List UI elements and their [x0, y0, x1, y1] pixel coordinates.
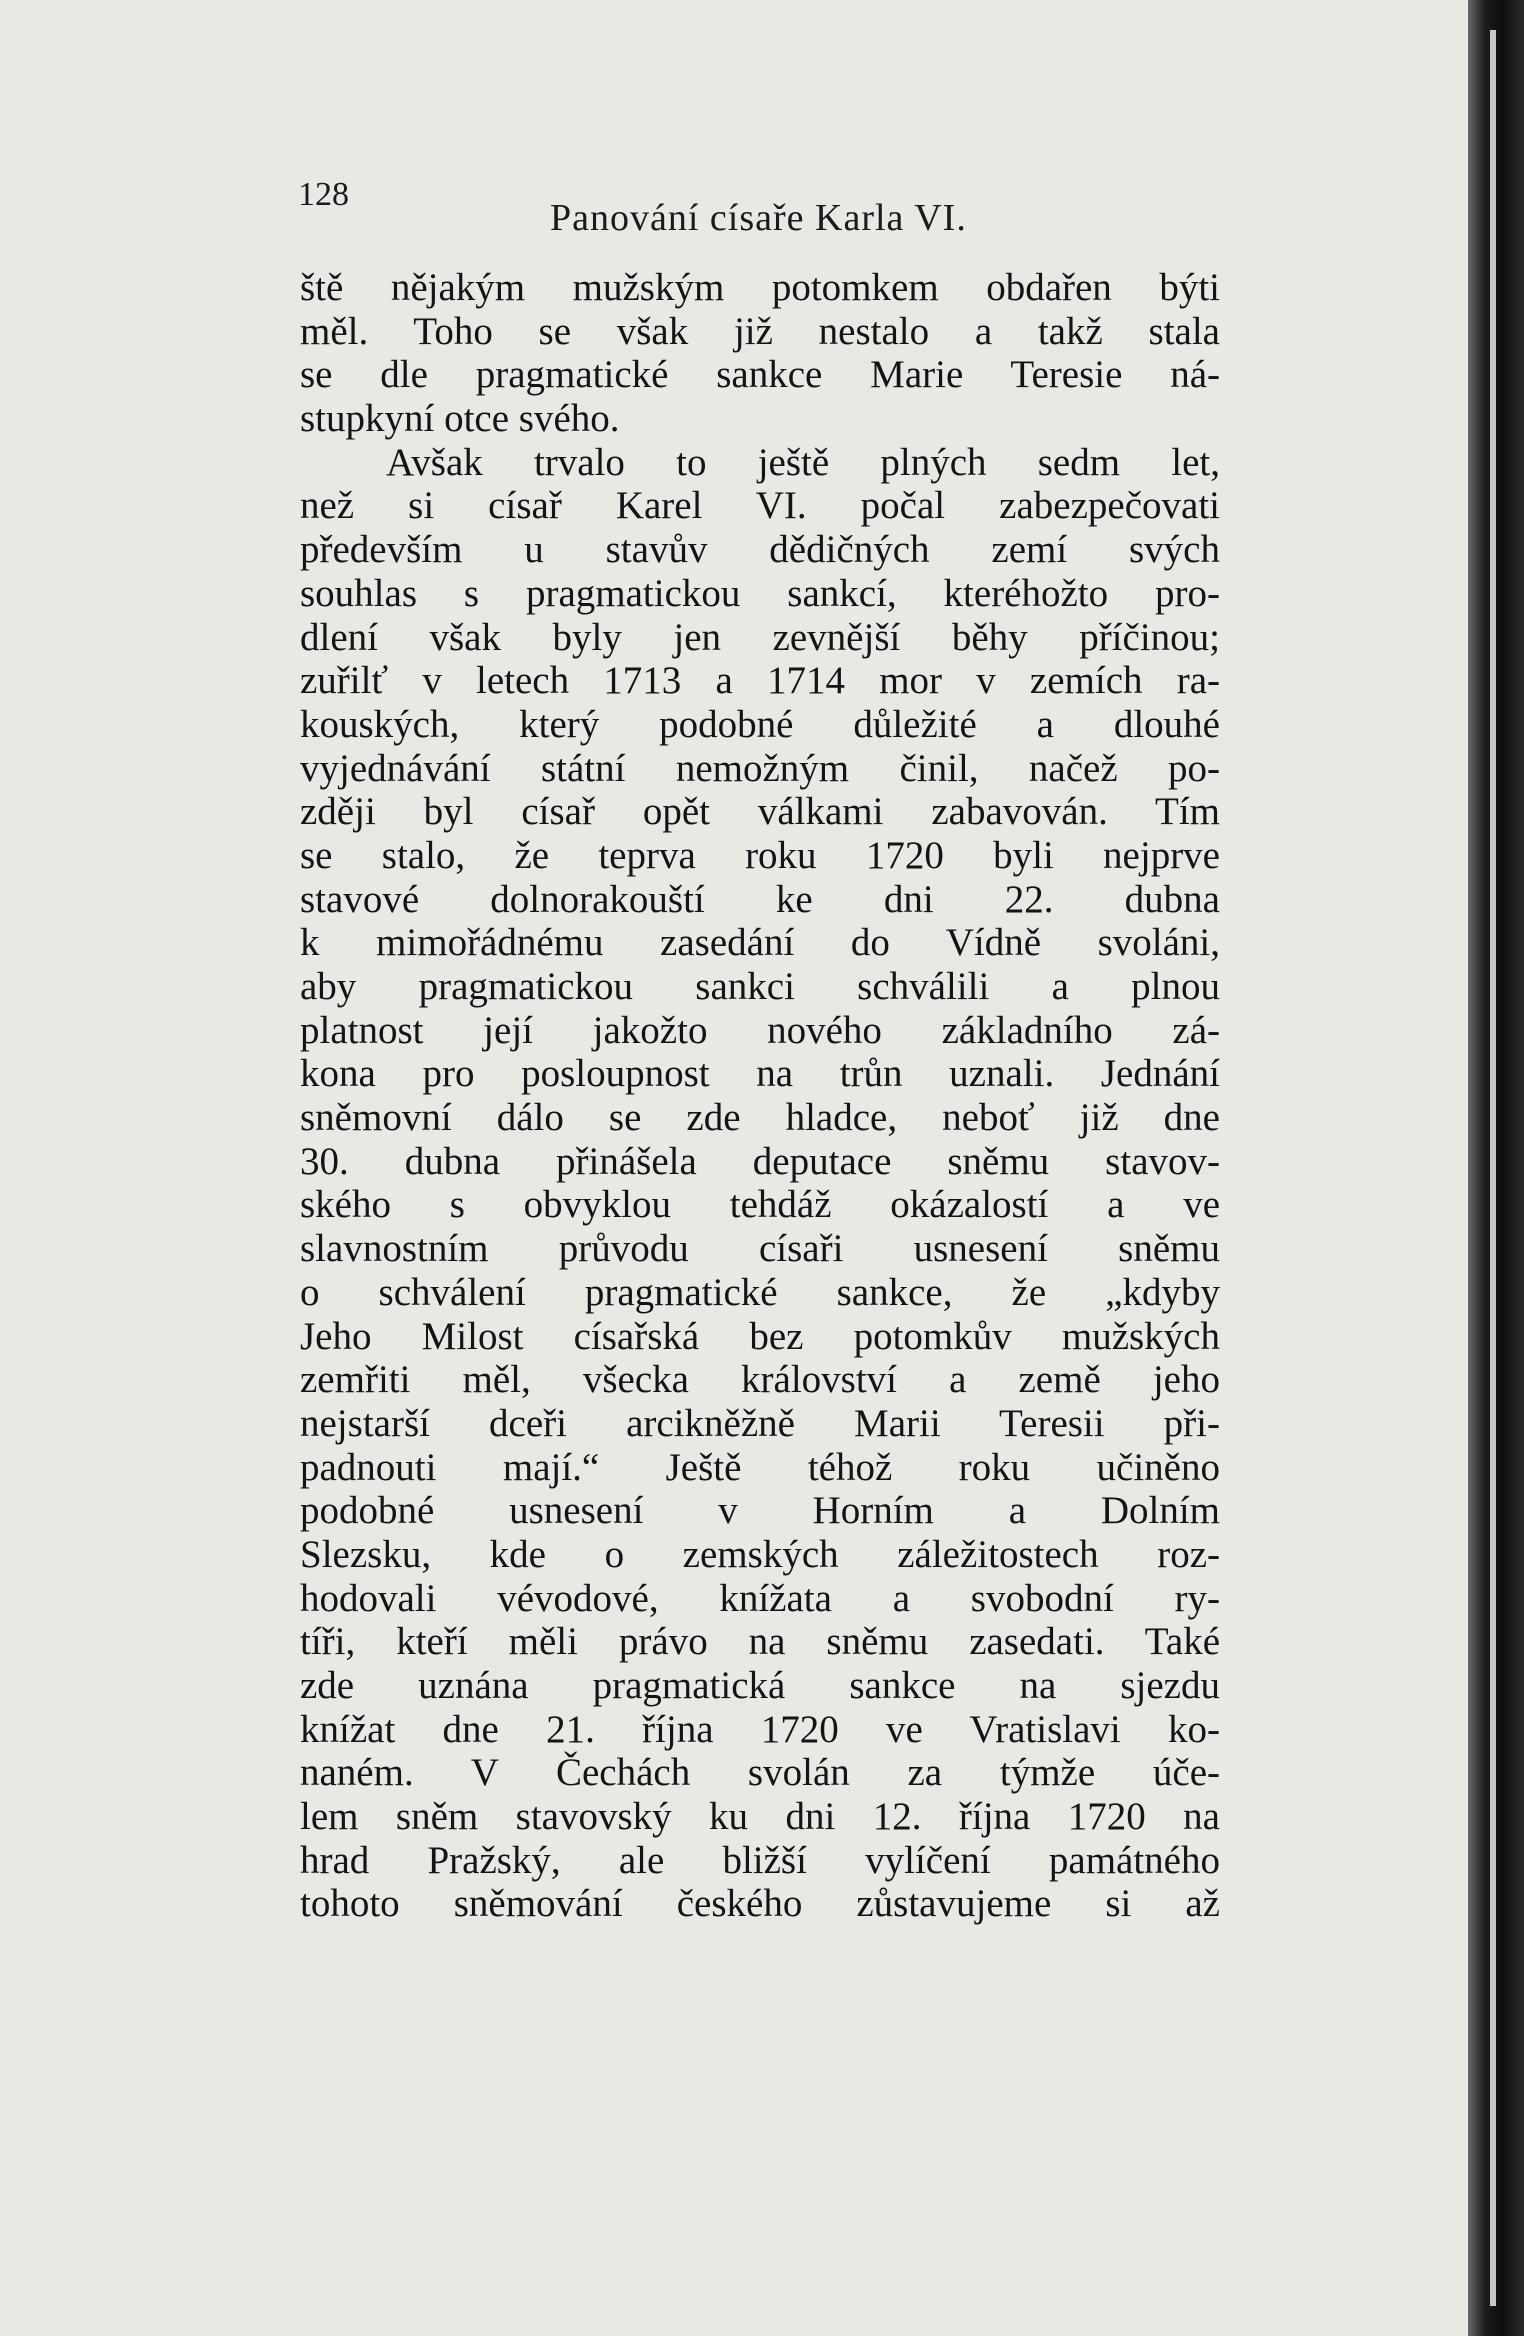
- text-line: vyjednávání státní nemožným činil, načež po-: [300, 746, 1220, 790]
- text-line: knížat dne 21. října 1720 ve Vratislavi ko-: [300, 1707, 1220, 1751]
- text-line: naném. V Čechách svolán za týmže úče-: [300, 1751, 1220, 1795]
- text-line: o schválení pragmatické sankce, že „kdyby: [300, 1270, 1220, 1314]
- page-number: 128: [298, 176, 349, 213]
- text-line: zuřilť v letech 1713 a 1714 mor v zemích ra-: [300, 659, 1220, 703]
- body-text: [300, 266, 1220, 1926]
- text-line: především u stavův dědičných zemí svých: [300, 528, 1220, 572]
- text-line: zemřiti měl, všecka království a země jeho: [300, 1358, 1220, 1402]
- text-line: hrad Pražský, ale bližší vylíčení památného: [300, 1838, 1220, 1882]
- text-line: zději byl císař opět válkami zabavován. Tím: [300, 790, 1220, 834]
- text-line: souhlas s pragmatickou sankcí, kteréhožto pro-: [300, 571, 1220, 615]
- text-line: se stalo, že teprva roku 1720 byli nejprve: [300, 833, 1220, 877]
- text-line: než si císař Karel VI. počal zabezpečovati: [300, 484, 1220, 528]
- text-line: ského s obvyklou tehdáž okázalostí a ve: [300, 1183, 1220, 1227]
- text-line: zde uznána pragmatická sankce na sjezdu: [300, 1664, 1220, 1707]
- text-line: se dle pragmatické sankce Marie Teresie ná-: [300, 353, 1220, 397]
- text-line: 30. dubna přinášela deputace sněmu stavov-: [300, 1139, 1220, 1183]
- text-line: lem sněm stavovský ku dni 12. října 1720 na: [300, 1795, 1220, 1839]
- text-line: Jeho Milost císařská bez potomkův mužských: [300, 1314, 1220, 1358]
- text-line: měl. Toho se však již nestalo a takž stala: [300, 309, 1220, 353]
- text-line: kouských, který podobné důležité a dlouhé: [300, 702, 1220, 746]
- book-spine-edge: [1468, 0, 1524, 2336]
- running-title: Panování císaře Karla VI.: [550, 197, 967, 239]
- text-line: k mimořádnému zasedání do Vídně svoláni,: [300, 921, 1220, 965]
- text-line: Avšak trvalo to ještě plných sedm let,: [386, 440, 1220, 484]
- text-line: stupkyní otce svého.: [300, 397, 620, 441]
- spine-highlight: [1490, 30, 1496, 2306]
- text-line: hodovali vévodové, knížata a svobodní ry-: [300, 1576, 1220, 1620]
- text-line: Slezsku, kde o zemských záležitostech roz-: [300, 1532, 1220, 1576]
- text-line: kona pro posloupnost na trůn uznali. Jednání: [300, 1052, 1220, 1096]
- text-line: sněmovní dálo se zde hladce, neboť již dne: [300, 1096, 1220, 1140]
- text-line: podobné usnesení v Horním a Dolním: [300, 1489, 1220, 1533]
- text-line: slavnostním průvodu císaři usnesení sněmu: [300, 1227, 1220, 1271]
- text-line: dlení však byly jen zevnější běhy příčinou;: [300, 615, 1220, 659]
- text-line: platnost její jakožto nového základního zá-: [300, 1008, 1220, 1052]
- text-line: ště nějakým mužským potomkem obdařen býti: [300, 266, 1220, 309]
- text-line: stavové dolnorakouští ke dni 22. dubna: [300, 877, 1220, 921]
- text-line: nejstarší dceři arcikněžně Marii Teresii při-: [300, 1401, 1220, 1445]
- text-line: tíři, kteří měli právo na sněmu zasedati. Také: [300, 1620, 1220, 1664]
- text-line: tohoto sněmování českého zůstavujeme si až: [300, 1882, 1220, 1926]
- text-line: padnouti mají.“ Ještě téhož roku učiněno: [300, 1445, 1220, 1489]
- text-line: aby pragmatickou sankci schválili a plnou: [300, 965, 1220, 1008]
